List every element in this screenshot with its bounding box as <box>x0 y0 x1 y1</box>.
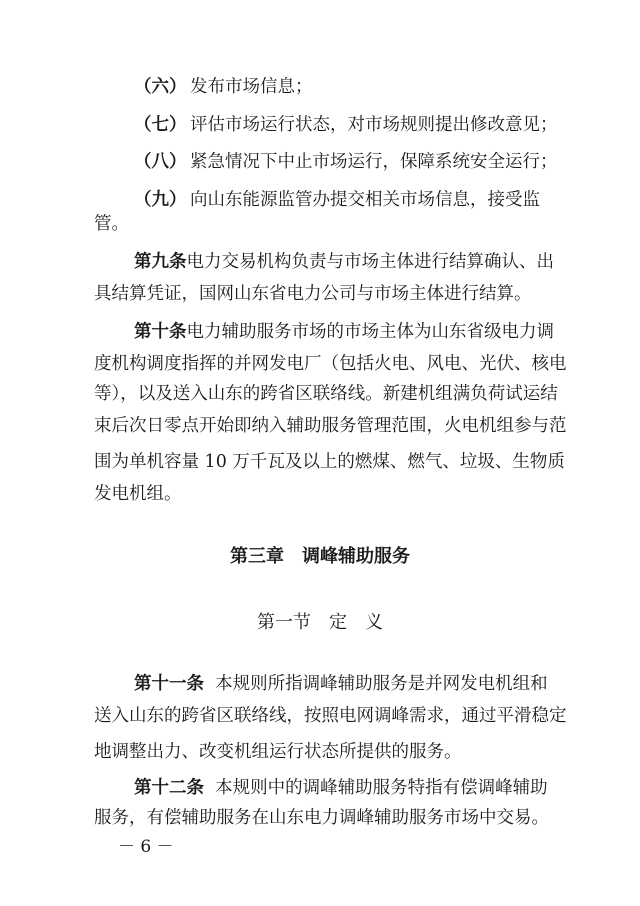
item-text: 向山东能源监管办提交相关市场信息，接受监 <box>190 190 540 210</box>
item-text: 发布市场信息； <box>190 77 313 97</box>
article-label: 第九条 <box>134 252 187 272</box>
article-10-line: 束后次日零点开始即纳入辅助服务管理范围，火电机组参与范 <box>94 416 567 436</box>
article-10-line <box>134 320 554 344</box>
list-item <box>134 188 540 212</box>
list-item <box>134 150 558 174</box>
article-10-line: 度机构调度指挥的并网发电厂（包括火电、风电、光伏、核电 <box>94 354 567 374</box>
list-item <box>134 113 558 137</box>
item-marker: （六） <box>134 77 187 97</box>
article-text: 本规则所指调峰辅助服务是并网发电机组和 <box>215 674 548 694</box>
item-text: 评估市场运行状态，对市场规则提出修改意见； <box>190 115 558 135</box>
item-text: 紧急情况下中止市场运行，保障系统安全运行； <box>190 152 558 172</box>
article-10-line: 等），以及送入山东的跨省区联络线。新建机组满负荷试运结 <box>94 384 558 404</box>
article-12-line: 服务，有偿辅助服务在山东电力调峰辅助服务市场中交易。 <box>94 808 549 828</box>
article-11-line <box>134 672 548 696</box>
item-marker: （八） <box>134 152 187 172</box>
article-12-line <box>134 776 548 800</box>
article-text: 本规则中的调峰辅助服务特指有偿调峰辅助 <box>215 778 548 798</box>
article-9-line <box>134 250 554 274</box>
article-text: 电力辅助服务市场的市场主体为山东省级电力调 <box>186 322 554 342</box>
article-10-line: 围为单机容量 10 万千瓦及以上的燃煤、燃气、垃圾、生物质 <box>94 452 565 472</box>
article-text: 电力交易机构负责与市场主体进行结算确认、出 <box>186 252 554 272</box>
article-label: 第十一条 <box>134 674 204 694</box>
article-label: 第十条 <box>134 322 187 342</box>
list-item <box>134 75 313 99</box>
article-10-line: 发电机组。 <box>94 484 182 504</box>
article-11-line: 送入山东的跨省区联络线，按照电网调峰需求，通过平滑稳定 <box>94 706 567 726</box>
article-label: 第十二条 <box>134 778 204 798</box>
chapter-title: 第三章 调峰辅助服务 <box>230 546 410 567</box>
paragraph-continuation: 管。 <box>94 214 129 234</box>
item-marker: （九） <box>134 190 187 210</box>
item-marker: （七） <box>134 115 187 135</box>
section-title: 第一节 定 义 <box>257 612 383 633</box>
page-number: － 6 － <box>118 837 174 857</box>
article-11-line: 地调整出力、改变机组运行状态所提供的服务。 <box>94 742 462 762</box>
article-9-line: 具结算凭证，国网山东省电力公司与市场主体进行结算。 <box>94 284 532 304</box>
